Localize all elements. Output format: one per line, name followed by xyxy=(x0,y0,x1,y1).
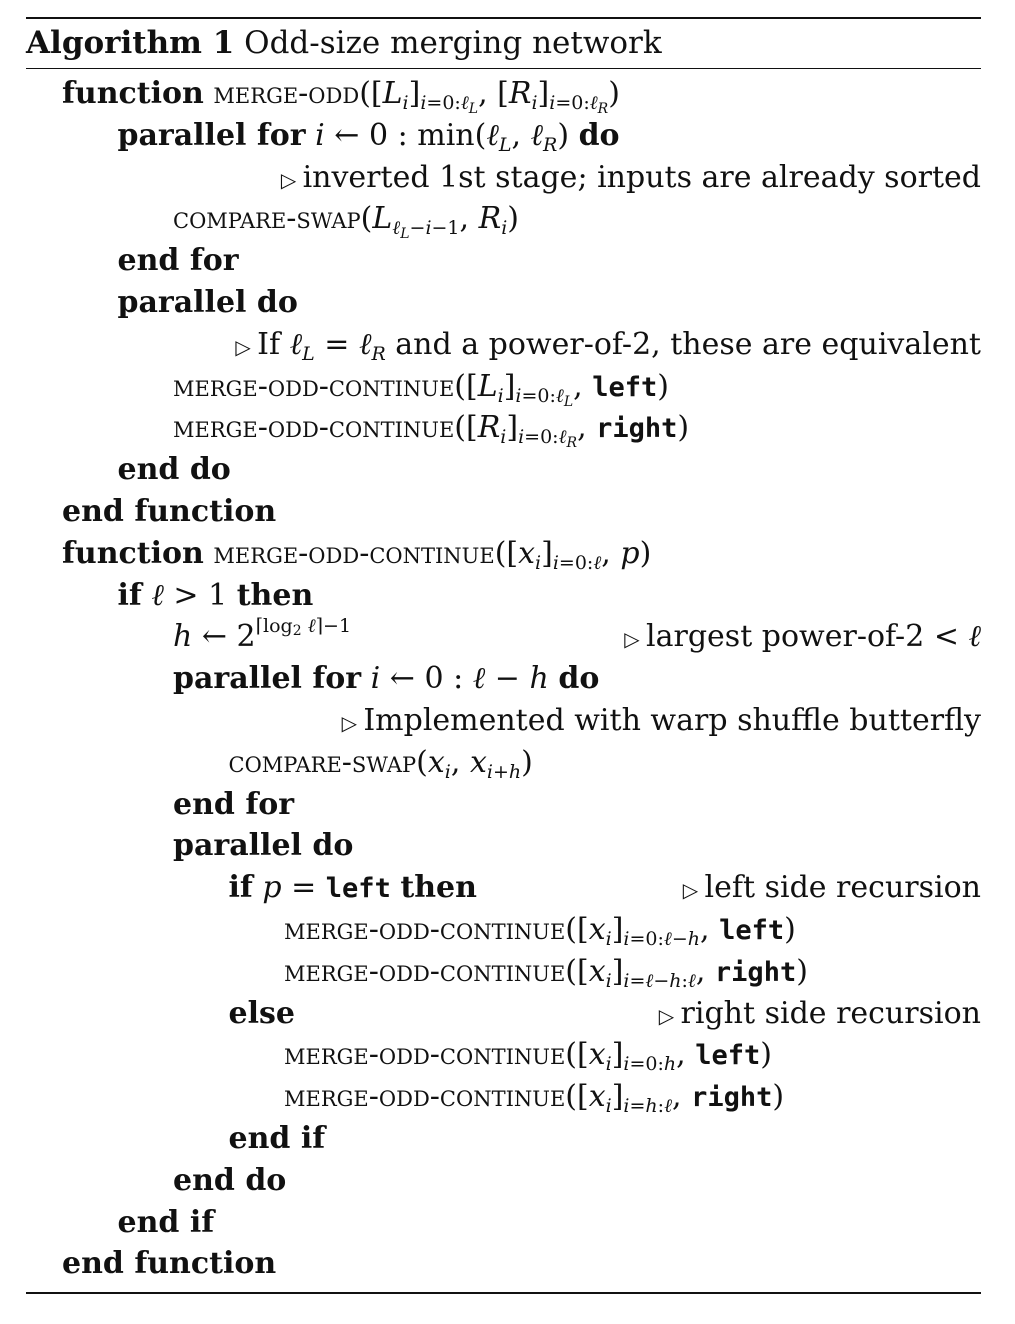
comment-body: largest power-of-2 < ℓ xyxy=(646,619,981,655)
code-text: merge-$odd-continue([x_i]_{i=0:\ell-h}$, left) xyxy=(284,912,796,950)
code-text: end function xyxy=(62,1246,277,1282)
code-text: if p = left then xyxy=(228,870,477,906)
algorithm-line xyxy=(26,1243,981,1285)
caption-rule xyxy=(26,68,981,69)
code-text: if ℓ > 1 then xyxy=(117,577,314,613)
algorithm-line xyxy=(26,993,981,1035)
code-text: end do xyxy=(117,452,231,488)
algorithm-line xyxy=(26,198,981,243)
algorithm-title: Odd-size merging network xyxy=(244,25,662,61)
code-text: merge-$odd-continue([x_i]_{i=\ell-h:\ell}$, right) xyxy=(284,953,808,992)
algorithm-line xyxy=(26,951,981,993)
algorithm-caption xyxy=(26,22,662,64)
code-text: end if xyxy=(228,1121,326,1156)
algorithm-line xyxy=(26,909,981,951)
code-text: parallel do xyxy=(117,285,298,320)
algorithm-line xyxy=(26,616,981,658)
algorithm-line xyxy=(26,115,981,157)
code-text: end do xyxy=(173,1162,287,1198)
algorithm-line xyxy=(26,533,981,575)
comment-body: left side recursion xyxy=(704,870,981,906)
comment-triangle-icon: ▷ xyxy=(624,627,647,652)
algorithm-line xyxy=(26,73,981,115)
algorithm-line xyxy=(26,825,981,867)
code-text: compare-$swap(L_{\ell_L-i-1}$, $R_i$) xyxy=(173,201,519,243)
algorithm-line xyxy=(26,324,981,366)
comment-body: right side recursion xyxy=(680,995,981,1031)
algorithm-line xyxy=(26,407,981,452)
top-rule xyxy=(26,17,981,19)
code-text: end for xyxy=(117,243,239,279)
comment-body: Implemented with warp shuffle butterfly xyxy=(363,703,981,738)
algorithm-line xyxy=(26,240,981,282)
code-text: function merge-$odd-continue([x_i]_{i=0:\ell}$, p) xyxy=(62,535,652,574)
algorithm-line xyxy=(26,449,981,491)
algorithm-line xyxy=(26,1034,981,1076)
comment-text xyxy=(342,700,981,744)
comment-text xyxy=(281,157,981,201)
algorithm-line xyxy=(26,282,981,324)
bottom-rule xyxy=(26,1292,981,1294)
algorithm-line xyxy=(26,658,981,700)
algorithm-line xyxy=(26,366,981,408)
algorithm-label: Algorithm 1 xyxy=(26,25,235,61)
code-text: merge-$odd-continue([x_i]_{i=h:\ell}$, right) xyxy=(284,1079,785,1118)
comment-body: inverted 1st stage; inputs are already sorted xyxy=(302,159,981,195)
code-text: merge-$odd-continue([L_i]_{i=0:\ell_L}$, left) xyxy=(173,368,669,410)
code-text: parallel for i ← 0 : min(ℓ$_L$, ℓ$_R$) do xyxy=(117,117,620,156)
algorithm-line xyxy=(26,784,981,826)
algorithm-line xyxy=(26,157,981,199)
algorithm-line xyxy=(26,742,981,784)
algorithm-line xyxy=(26,700,981,742)
code-text: else xyxy=(228,995,295,1031)
comment-text xyxy=(235,324,981,368)
code-text: compare-$swap(x_i$, $x_{i+h}$) xyxy=(228,744,533,783)
comment-triangle-icon: ▷ xyxy=(280,167,303,192)
code-text: h ← $2^{⌈log_2 \ell⌉-1}$ xyxy=(173,615,352,655)
code-text: parallel for i ← 0 : ℓ − h do xyxy=(173,661,600,697)
code-text: end if xyxy=(117,1204,215,1240)
algorithm-line xyxy=(26,491,981,533)
comment-triangle-icon: ▷ xyxy=(235,334,258,359)
code-text: parallel do xyxy=(173,828,354,864)
algorithm-line xyxy=(26,1160,981,1202)
algorithm-line xyxy=(26,1076,981,1118)
algorithm-line xyxy=(26,1118,981,1160)
comment-triangle-icon: ▷ xyxy=(682,878,705,903)
comment-text xyxy=(624,616,981,660)
algorithm-line xyxy=(26,575,981,617)
code-text: end for xyxy=(173,786,295,822)
code-text: merge-$odd-continue([x_i]_{i=0:h}$, left) xyxy=(284,1037,772,1076)
code-text: merge-$odd-continue([R_i]_{i=0:\ell_R}$, right) xyxy=(173,410,690,452)
comment-triangle-icon: ▷ xyxy=(658,1003,681,1028)
comment-body: If ℓ$_L$ = ℓ$_R$ and a power-of-2, these are equivalent xyxy=(257,326,981,365)
comment-triangle-icon: ▷ xyxy=(341,711,364,735)
comment-text xyxy=(683,867,981,911)
code-text: end function xyxy=(62,494,277,529)
algorithm-line xyxy=(26,867,981,909)
code-text: function merge-$odd([L_i]_{i=0:\ell_L}$, $[R_i]_{i=0:\ell_R}$) xyxy=(62,76,620,117)
algorithm-line xyxy=(26,1202,981,1244)
comment-text xyxy=(659,993,981,1037)
